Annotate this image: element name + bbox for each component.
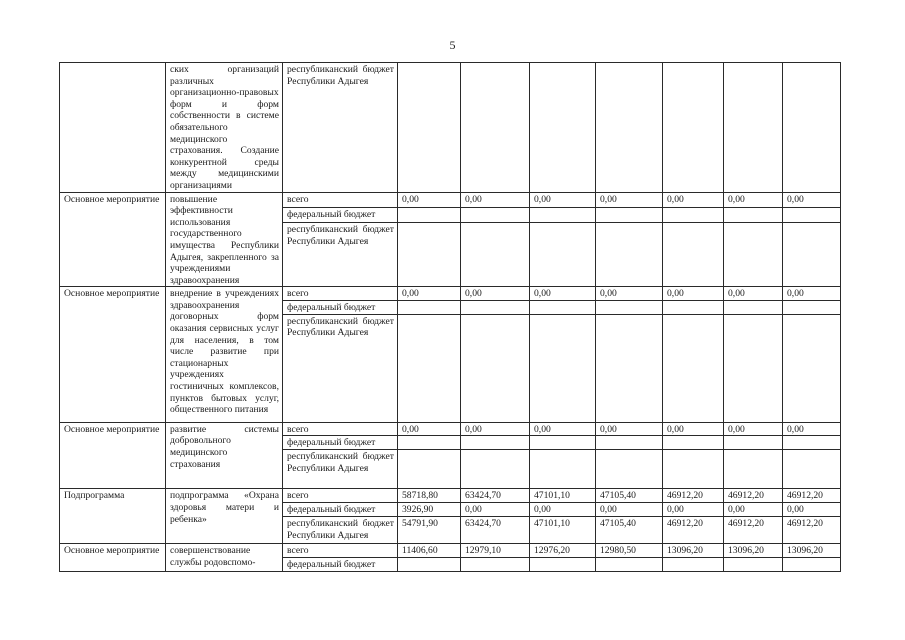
page-number: 5 <box>449 38 456 52</box>
activity-name-cell: повышение эффективности использования государственного имущества Республики Адыгея, закрепленного за учреждениями здравоохранения <box>166 192 283 287</box>
amount-cell <box>663 557 724 571</box>
activity-type-cell: Основное мероприятие <box>60 544 166 572</box>
funding-source-cell: всего <box>283 544 398 558</box>
funding-source-cell: всего <box>283 287 398 301</box>
amount-cell: 46912,20 <box>783 517 841 544</box>
amount-cell <box>596 223 663 287</box>
funding-source-cell: федеральный бюджет <box>283 207 398 223</box>
funding-source-cell: республиканский бюджет Республики Адыгея <box>283 314 398 422</box>
amount-cell <box>783 450 841 489</box>
amount-cell: 47105,40 <box>596 489 663 503</box>
amount-cell: 46912,20 <box>663 517 724 544</box>
activity-type-cell: Основное мероприятие <box>60 192 166 287</box>
amount-cell <box>596 300 663 314</box>
amount-cell: 13096,20 <box>663 544 724 558</box>
amount-cell <box>530 436 596 450</box>
carry-over-value-cell <box>461 63 530 193</box>
amount-cell <box>783 207 841 223</box>
amount-cell: 0,00 <box>596 287 663 301</box>
amount-cell: 0,00 <box>663 503 724 517</box>
amount-cell <box>596 314 663 422</box>
amount-cell: 54791,90 <box>398 517 461 544</box>
amount-cell <box>596 436 663 450</box>
funding-source-cell: всего <box>283 192 398 207</box>
amount-cell <box>724 557 783 571</box>
amount-cell: 0,00 <box>783 503 841 517</box>
amount-cell: 0,00 <box>461 192 530 207</box>
amount-cell <box>398 557 461 571</box>
amount-cell: 0,00 <box>663 287 724 301</box>
budget-row <box>60 192 841 207</box>
amount-cell: 0,00 <box>461 503 530 517</box>
amount-cell: 0,00 <box>398 422 461 436</box>
activity-type-cell: Подпрограмма <box>60 489 166 544</box>
amount-cell: 3926,90 <box>398 503 461 517</box>
amount-cell <box>724 300 783 314</box>
carry-over-value-cell <box>398 63 461 193</box>
amount-cell <box>663 314 724 422</box>
amount-cell: 63424,70 <box>461 517 530 544</box>
amount-cell <box>783 557 841 571</box>
amount-cell: 46912,20 <box>783 489 841 503</box>
amount-cell <box>530 207 596 223</box>
carry-over-type-cell <box>60 63 166 193</box>
amount-cell: 58718,80 <box>398 489 461 503</box>
amount-cell: 46912,20 <box>724 489 783 503</box>
amount-cell <box>724 207 783 223</box>
funding-source-cell: республиканский бюджет Республики Адыгея <box>283 450 398 489</box>
amount-cell <box>398 207 461 223</box>
amount-cell: 0,00 <box>530 192 596 207</box>
amount-cell: 47101,10 <box>530 489 596 503</box>
amount-cell: 46912,20 <box>663 489 724 503</box>
amount-cell <box>461 223 530 287</box>
amount-cell: 0,00 <box>783 192 841 207</box>
funding-table-body <box>60 63 841 572</box>
amount-cell: 11406,60 <box>398 544 461 558</box>
carry-over-source-cell: республиканский бюджет Республики Адыгея <box>283 63 398 193</box>
funding-source-cell: федеральный бюджет <box>283 557 398 571</box>
funding-source-cell: федеральный бюджет <box>283 436 398 450</box>
budget-row <box>60 544 841 558</box>
budget-row <box>60 287 841 301</box>
amount-cell: 0,00 <box>461 287 530 301</box>
amount-cell: 0,00 <box>663 422 724 436</box>
amount-cell: 46912,20 <box>724 517 783 544</box>
amount-cell: 0,00 <box>398 192 461 207</box>
amount-cell <box>596 207 663 223</box>
activity-name-cell: совершенствование службы родовспомо- <box>166 544 283 572</box>
amount-cell <box>461 557 530 571</box>
activity-type-cell: Основное мероприятие <box>60 422 166 489</box>
amount-cell: 0,00 <box>783 287 841 301</box>
amount-cell <box>398 300 461 314</box>
amount-cell <box>596 557 663 571</box>
amount-cell <box>783 436 841 450</box>
amount-cell: 12980,50 <box>596 544 663 558</box>
amount-cell: 12979,10 <box>461 544 530 558</box>
amount-cell <box>663 436 724 450</box>
amount-cell <box>783 223 841 287</box>
amount-cell: 63424,70 <box>461 489 530 503</box>
amount-cell <box>461 436 530 450</box>
amount-cell <box>596 450 663 489</box>
carry-over-value-cell <box>783 63 841 193</box>
amount-cell <box>530 557 596 571</box>
amount-cell: 0,00 <box>596 503 663 517</box>
budget-row <box>60 422 841 436</box>
carry-over-value-cell <box>663 63 724 193</box>
amount-cell <box>530 450 596 489</box>
amount-cell: 0,00 <box>663 192 724 207</box>
amount-cell: 0,00 <box>530 287 596 301</box>
amount-cell: 0,00 <box>530 422 596 436</box>
amount-cell: 47101,10 <box>530 517 596 544</box>
amount-cell: 0,00 <box>724 503 783 517</box>
carry-over-value-cell <box>724 63 783 193</box>
budget-row <box>60 489 841 503</box>
carry-over-value-cell <box>596 63 663 193</box>
amount-cell <box>783 314 841 422</box>
amount-cell <box>461 207 530 223</box>
amount-cell: 12976,20 <box>530 544 596 558</box>
amount-cell <box>724 450 783 489</box>
funding-source-cell: федеральный бюджет <box>283 300 398 314</box>
amount-cell <box>530 300 596 314</box>
amount-cell <box>398 436 461 450</box>
activity-name-cell: внедрение в учреждениях здравоохранения договорных форм оказания сервисных услуг для населения, в том числе развитие при стационарных учреждениях гостиничных комплексов, пунктов бытовых услуг, общественного питания <box>166 287 283 423</box>
funding-source-cell: республиканский бюджет Республики Адыгея <box>283 223 398 287</box>
funding-source-cell: федеральный бюджет <box>283 503 398 517</box>
amount-cell: 0,00 <box>724 422 783 436</box>
activity-name-cell: подпрограмма «Охрана здоровья матери и ребенка» <box>166 489 283 544</box>
funding-table <box>59 62 841 572</box>
amount-cell: 47105,40 <box>596 517 663 544</box>
amount-cell: 0,00 <box>724 287 783 301</box>
amount-cell: 0,00 <box>596 422 663 436</box>
amount-cell <box>398 223 461 287</box>
carry-over-value-cell <box>530 63 596 193</box>
amount-cell <box>663 223 724 287</box>
carry-over-name-cell: ских организаций различных организационно-правовых форм и форм собственности в системе обязательного медицинского страхования. Создание конкурентной среды между медицинскими организациями <box>166 63 283 193</box>
amount-cell <box>461 300 530 314</box>
amount-cell: 13096,20 <box>783 544 841 558</box>
funding-source-cell: республиканский бюджет Республики Адыгея <box>283 517 398 544</box>
amount-cell <box>461 314 530 422</box>
amount-cell <box>783 300 841 314</box>
amount-cell: 0,00 <box>783 422 841 436</box>
amount-cell <box>724 314 783 422</box>
amount-cell: 0,00 <box>398 287 461 301</box>
amount-cell: 0,00 <box>461 422 530 436</box>
funding-source-cell: всего <box>283 489 398 503</box>
amount-cell <box>663 300 724 314</box>
activity-name-cell: развитие системы добровольного медицинского страхования <box>166 422 283 489</box>
amount-cell: 13096,20 <box>724 544 783 558</box>
amount-cell <box>530 223 596 287</box>
carry-over-row <box>60 63 841 193</box>
amount-cell <box>724 223 783 287</box>
amount-cell <box>398 450 461 489</box>
amount-cell <box>530 314 596 422</box>
amount-cell <box>724 436 783 450</box>
amount-cell: 0,00 <box>724 192 783 207</box>
amount-cell: 0,00 <box>530 503 596 517</box>
amount-cell: 0,00 <box>596 192 663 207</box>
amount-cell <box>398 314 461 422</box>
amount-cell <box>461 450 530 489</box>
funding-source-cell: всего <box>283 422 398 436</box>
amount-cell <box>663 207 724 223</box>
activity-type-cell: Основное мероприятие <box>60 287 166 423</box>
amount-cell <box>663 450 724 489</box>
